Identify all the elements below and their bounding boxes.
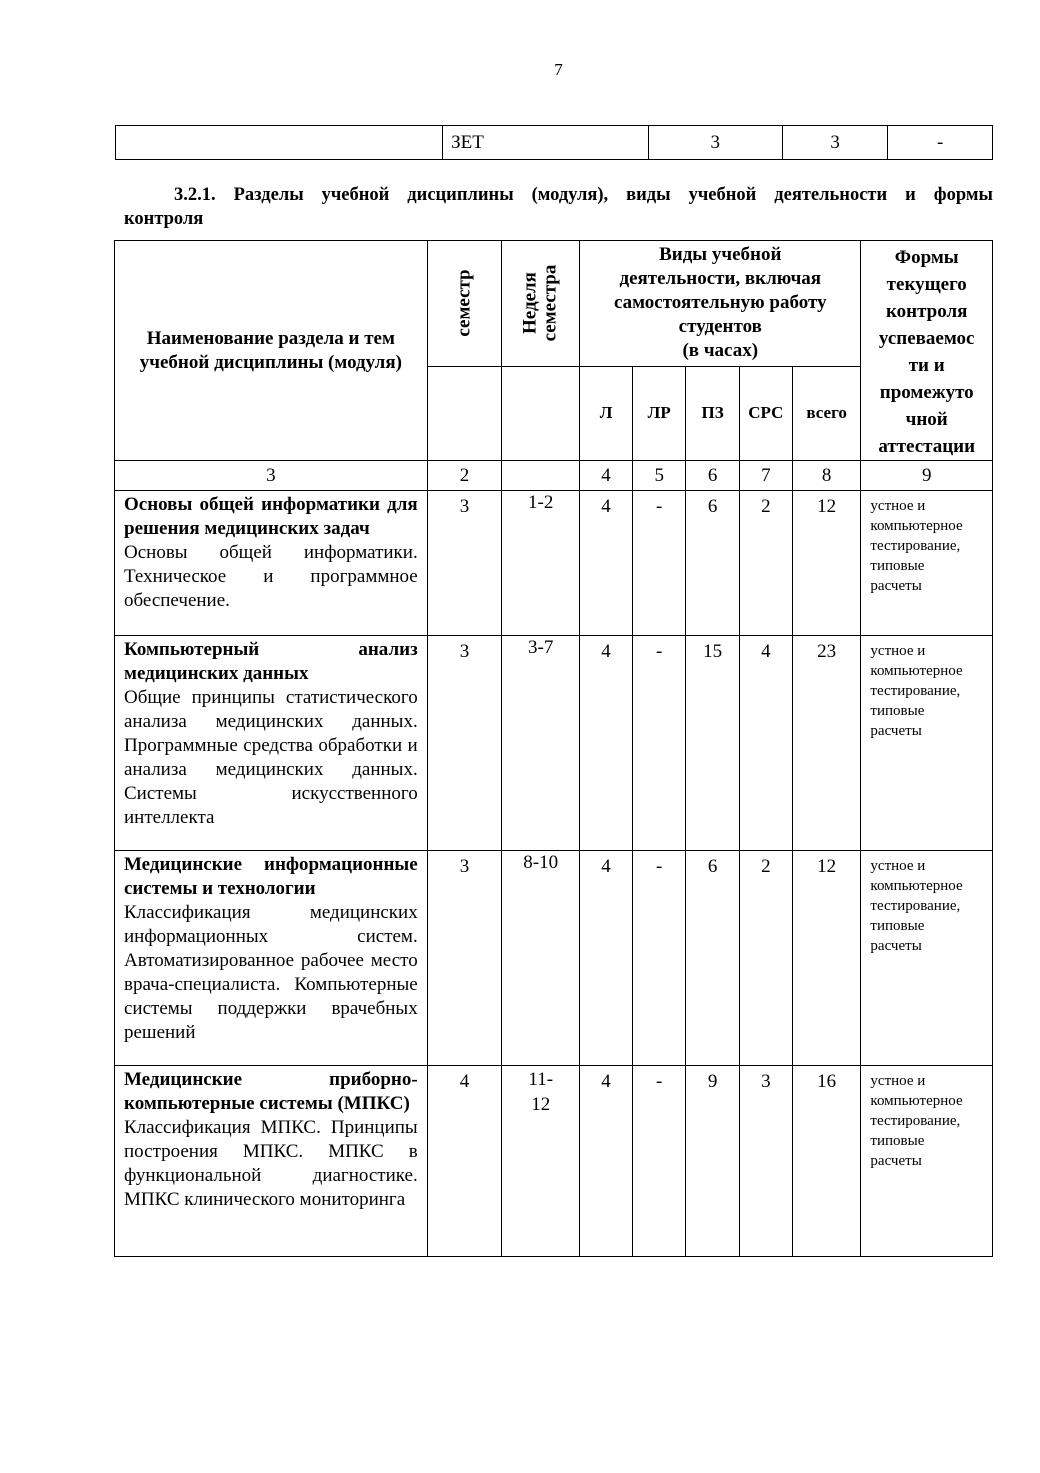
lr-cell: - (633, 491, 686, 636)
l-cell: 4 (580, 851, 633, 1066)
col-week-header (502, 241, 580, 367)
forms-header-line: чной (905, 409, 948, 430)
control-form-line: устное и (870, 858, 926, 874)
semester-cell: 4 (427, 1066, 502, 1257)
forms-header-line: успеваемос (878, 328, 975, 349)
control-form-line: расчеты (870, 578, 922, 594)
control-form-line: тестирование, (870, 538, 961, 554)
semester-cell: 3 (427, 491, 502, 636)
control-form-line: устное и (870, 1073, 926, 1089)
forms-header-line: аттестации (878, 436, 976, 457)
section-title: Основы общей информатики для решения медицинских задач (124, 494, 418, 539)
total-cell: 23 (792, 636, 861, 851)
heading-word: дисциплины (407, 185, 514, 205)
numbering-cell: 7 (739, 461, 792, 491)
numbering-cell: 8 (792, 461, 861, 491)
heading-word: и (905, 185, 916, 205)
heading-word: Разделы (233, 185, 304, 205)
forms-header-line: Формы (894, 247, 959, 268)
page-number: 7 (554, 60, 563, 79)
pz-cell: 9 (686, 1066, 739, 1257)
pz-cell: 6 (686, 851, 739, 1066)
control-form-cell (861, 851, 993, 1066)
numbering-cell: 3 (115, 461, 428, 491)
total-cell: 12 (792, 491, 861, 636)
heading-word: (модуля), (531, 185, 609, 205)
control-form-line: типовые (870, 558, 925, 574)
heading-word: учебной (688, 185, 757, 205)
table-row (115, 491, 993, 636)
section-name-cell (115, 1066, 428, 1257)
col-week-label-line: Неделя (519, 272, 541, 335)
col-week-label (521, 265, 561, 342)
subheader-lr: ЛР (633, 366, 686, 460)
subheader-srs: СРС (739, 366, 792, 460)
numbering-cell: 2 (427, 461, 502, 491)
l-cell: 4 (580, 636, 633, 851)
control-form-line: типовые (870, 918, 925, 934)
control-form-line: компьютерное (870, 1093, 963, 1109)
control-form-line: тестирование, (870, 898, 961, 914)
empty-subheader-cell (427, 366, 502, 460)
col-semester-label: семестр (453, 269, 475, 337)
zet-value: - (888, 126, 993, 160)
l-cell: 4 (580, 491, 633, 636)
control-form-line: компьютерное (870, 663, 963, 679)
section-heading-line1 (124, 183, 993, 207)
srs-cell: 2 (739, 491, 792, 636)
section-title: Компьютерный анализ медицинских данных (124, 639, 418, 684)
subheader-pz: ПЗ (686, 366, 739, 460)
section-heading-line2: контроля (124, 209, 204, 229)
section-description: Основы общей информатики. Техническое и программное обеспечение. (124, 542, 418, 611)
week-cell: 8-10 (502, 851, 580, 1066)
types-header-line: (в часах) (682, 340, 759, 362)
numbering-cell: 5 (633, 461, 686, 491)
col-week-label-line: семестра (539, 264, 561, 342)
forms-header-line: текущего (886, 274, 967, 295)
zet-empty-cell (116, 126, 443, 160)
control-form-line: тестирование, (870, 1113, 961, 1129)
forms-header-line: ти и (908, 355, 945, 376)
numbering-cell (502, 461, 580, 491)
table-row (115, 636, 993, 851)
section-name-cell (115, 491, 428, 636)
table-row (115, 851, 993, 1066)
srs-cell: 3 (739, 1066, 792, 1257)
control-form-line: расчеты (870, 723, 922, 739)
forms-header-line: промежуто (879, 382, 974, 403)
numbering-cell: 4 (580, 461, 633, 491)
control-form-line: компьютерное (870, 878, 963, 894)
zet-value: 3 (648, 126, 782, 160)
control-form-line: расчеты (870, 1153, 922, 1169)
col-name-header: Наименование раздела и тем учебной дисциплины (модуля) (115, 241, 428, 461)
heading-word: виды (626, 185, 671, 205)
total-cell: 12 (792, 851, 861, 1066)
section-description: Классификация медицинских информационных систем. Автоматизированное рабочее место врача-специалиста. Компьютерные системы поддержки врачебных решений (124, 902, 418, 1043)
numbering-cell: 6 (686, 461, 739, 491)
week-cell: 3-7 (502, 636, 580, 851)
control-form-line: тестирование, (870, 683, 961, 699)
heading-word: формы (933, 185, 993, 205)
pz-cell: 15 (686, 636, 739, 851)
l-cell: 4 (580, 1066, 633, 1257)
week-cell: 1-2 (502, 491, 580, 636)
table-row (115, 1066, 993, 1257)
control-form-line: устное и (870, 643, 926, 659)
disciplines-table (114, 240, 993, 1257)
control-form-line: типовые (870, 703, 925, 719)
zet-label: ЗЕТ (443, 126, 649, 160)
control-form-cell (861, 636, 993, 851)
semester-cell: 3 (427, 636, 502, 851)
types-header-line: студентов (678, 316, 762, 338)
lr-cell: - (633, 851, 686, 1066)
section-name-cell (115, 636, 428, 851)
col-forms-header (861, 241, 993, 461)
control-form-cell (861, 491, 993, 636)
section-title: Медицинские приборно-компьютерные системы (МПКС) (124, 1069, 418, 1114)
semester-cell: 3 (427, 851, 502, 1066)
week-line: 11- (528, 1069, 554, 1090)
subheader-l: Л (580, 366, 633, 460)
srs-cell: 2 (739, 851, 792, 1066)
lr-cell: - (633, 636, 686, 851)
zet-row (116, 126, 993, 160)
control-form-line: компьютерное (870, 518, 963, 534)
numbering-row (115, 461, 993, 491)
subheader-total: всего (792, 366, 861, 460)
empty-subheader-cell (502, 366, 580, 460)
forms-header-line: контроля (885, 301, 968, 322)
col-types-header (580, 241, 861, 367)
control-form-line: устное и (870, 498, 926, 514)
heading-word: учебной (321, 185, 390, 205)
section-name-cell (115, 851, 428, 1066)
control-form-line: расчеты (870, 938, 922, 954)
total-cell: 16 (792, 1066, 861, 1257)
lr-cell: - (633, 1066, 686, 1257)
col-semester-header (427, 241, 502, 367)
srs-cell: 4 (739, 636, 792, 851)
types-header-line: самостоятельную работу (613, 292, 827, 314)
types-header-line: Виды учебной (659, 244, 782, 266)
control-form-line: типовые (870, 1133, 925, 1149)
section-heading (124, 183, 993, 231)
header-row (115, 241, 993, 367)
numbering-cell: 9 (861, 461, 993, 491)
pz-cell: 6 (686, 491, 739, 636)
heading-word: деятельности (774, 185, 888, 205)
section-title: Медицинские информационные системы и технологии (124, 854, 418, 899)
section-description: Классификация МПКС. Принципы построения МПКС. МПКС в функциональной диагностике. МПКС клинического мониторинга (124, 1117, 418, 1210)
section-description: Общие принципы статистического анализа медицинских данных. Программные средства обработки и анализа медицинских данных. Системы искусственного интеллекта (124, 687, 418, 828)
zet-table (115, 125, 993, 160)
zet-value: 3 (782, 126, 888, 160)
control-form-cell (861, 1066, 993, 1257)
types-header-line: деятельности, включая (619, 268, 822, 290)
week-line: 12 (531, 1094, 551, 1115)
week-cell (502, 1066, 580, 1257)
heading-word: 3.2.1. (174, 185, 216, 205)
